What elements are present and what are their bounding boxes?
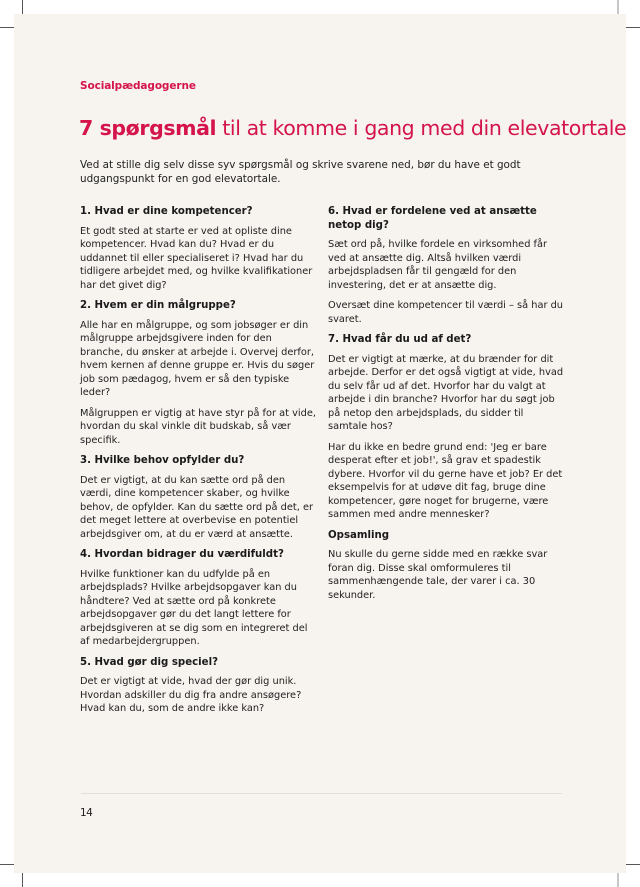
footer-divider — [81, 793, 562, 794]
crop-mark-top-left-horizontal — [0, 27, 14, 28]
intro-paragraph: Ved at stille dig selv disse syv spørgsmål og skrive svarene ned, bør du have et godt udgangspunkt for en god elevatortale. — [80, 159, 521, 185]
section-paragraph: Oversæt dine kompetencer til værdi – så har du svaret. — [328, 300, 564, 325]
crop-mark-top-right-vertical — [617, 0, 619, 14]
question-section — [80, 656, 316, 716]
section-heading: 4. Hvordan bidrager du værdifuldt? — [80, 549, 284, 560]
page-title-bold: 7 spørgsmål — [79, 116, 217, 140]
page-title — [79, 116, 626, 140]
page-title-rest: til at komme i gang med din elevatortale — [216, 116, 627, 140]
brand-label: Socialpædagogerne — [80, 80, 196, 92]
question-section — [80, 205, 316, 292]
section-paragraph: Et godt sted at starte er ved at opliste dine kompetencer. Hvad kan du? Hvad er du uddannet til eller specialiseret i? Hvad har du tidligere arbejdet med, og hvilke kvalifikationer har det givet dig? — [80, 225, 313, 291]
section-paragraph: Nu skulle du gerne sidde med en række svar foran dig. Disse skal omformuleres til sammenhængende tale, der varer i ca. 30 sekunder. — [328, 549, 548, 601]
section-paragraph: Har du ikke en bedre grund end: 'Jeg er bare desperat efter et job!', så grav et spadestik dybere. Hvorfor vil du gerne have et job? Er det eksempelvis for at udøve dit fag, bruge dine kompetencer, gøre noget for brugerne, være sammen med andre mennesker? — [328, 441, 563, 520]
section-heading: 3. Hvilke behov opfylder du? — [80, 455, 245, 466]
right-column — [328, 205, 564, 609]
crop-mark-bottom-left-vertical — [22, 873, 23, 887]
section-heading: 5. Hvad gør dig speciel? — [80, 656, 218, 668]
section-paragraph: Alle har en målgruppe, og som jobsøger er din målgruppe arbejdsgivere inden for den branche, du ønsker at arbejde i. Overvej derfor, hvem kernen af denne gruppe er. Hvis du søger job som pædagog, hvem er så den typiske leder? — [80, 319, 315, 398]
page-number: 14 — [80, 807, 93, 819]
section-paragraph: Det er vigtigt at mærke, at du brænder for dit arbejde. Derfor er det også vigtigt at vide, hvad du selv får ud af det. Hvorfor har du valgt at arbejde i din branche? Hvorfor har du søgt job på netop den arbejdsplads, du sidder til samtale hos? — [328, 353, 564, 432]
question-section — [80, 548, 316, 649]
question-section — [328, 333, 564, 522]
section-heading: 2. Hvem er din målgruppe? — [80, 300, 236, 311]
crop-mark-bottom-left-horizontal — [0, 864, 14, 865]
question-section — [328, 529, 564, 603]
crop-mark-top-left-vertical — [22, 0, 23, 14]
section-heading: Opsamling — [328, 529, 390, 541]
section-heading: 1. Hvad er dine kompetencer? — [80, 206, 253, 217]
section-heading: 7. Hvad får du ud af det? — [328, 334, 472, 345]
section-heading: 6. Hvad er fordelene ved at ansætte netop dig? — [328, 206, 537, 231]
crop-mark-top-right-horizontal — [626, 27, 640, 28]
question-section — [328, 205, 564, 326]
crop-mark-bottom-right-horizontal — [626, 864, 640, 865]
section-paragraph: Hvilke funktioner kan du udfylde på en arbejdsplads? Hvilke arbejdsopgaver kan du håndtere? Ved at sætte ord på konkrete arbejdsopgaver gør du det langt lettere for arbejdsgiveren at se dig som en integreret del af medarbejdergruppen. — [80, 568, 308, 647]
question-section — [80, 454, 316, 541]
left-column — [80, 205, 316, 723]
section-paragraph: Det er vigtigt, at du kan sætte ord på den værdi, dine kompetencer skaber, og hvilke behov, de opfylder. Kan du sætte ord på det, er det meget lettere at overbevise en potentiel arbejdsgiver om, at du er værd at ansætte. — [80, 474, 314, 540]
crop-mark-bottom-right-vertical — [617, 873, 619, 887]
question-section — [80, 299, 316, 447]
section-paragraph: Målgruppen er vigtig at have styr på for at vide, hvordan du skal vinkle dit budskab, så vær specifik. — [80, 407, 316, 446]
section-paragraph: Sæt ord på, hvilke fordele en virksomhed får ved at ansætte dig. Altså hvilken værdi arbejdspladsen får til gengæld for den investering, det er at ansætte dig. — [328, 239, 548, 291]
section-paragraph: Det er vigtigt at vide, hvad der gør dig unik. Hvordan adskiller du dig fra andre ansøgere? Hvad kan du, som de andre ikke kan? — [80, 676, 302, 714]
